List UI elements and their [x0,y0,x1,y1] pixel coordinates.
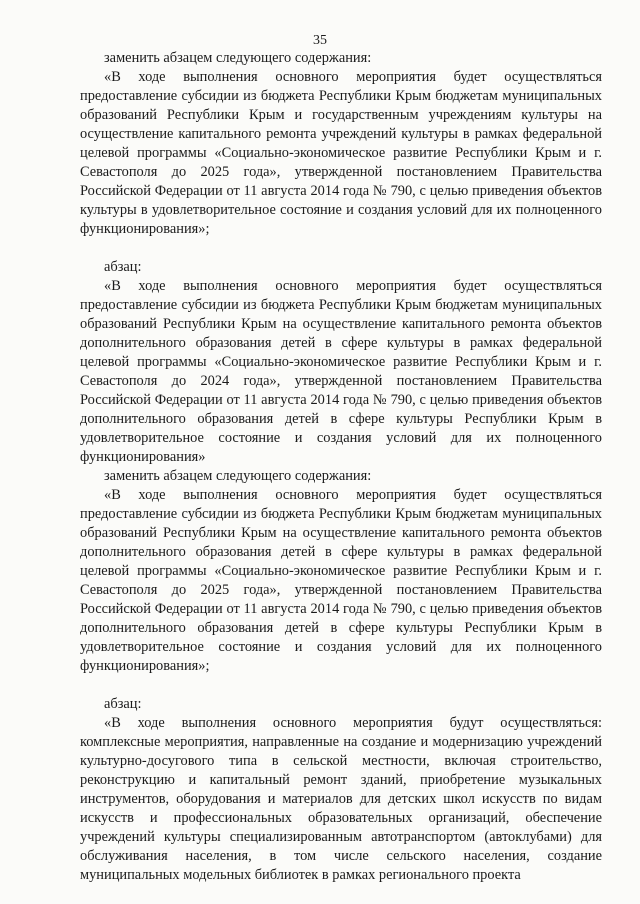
quoted-paragraph-old-education-repair: «В ходе выполнения основного мероприятия будет осуществляться предоставление субсидии из бюджета Республики Крым бюджетам муниципальных образований Республики Крым на осуществление капитального ремонта объектов дополнительного образования детей в сфере культуры в рамках федеральной целевой программы «Социально-экономическое развитие Республики Крым и г. Севастополя до 2024 года», утвержденной постановлением Правительства Российской Федерации от 11 августа 2014 года № 790, с целью приведения объектов дополнительного образования детей в сфере культуры Республики Крым в удовлетворительное состояние и создания условий для их полноценного функционирования» [80,278,602,465]
blank-line [80,676,602,695]
document-body [80,49,602,885]
instruction-replace-paragraph: заменить абзацем следующего содержания: [104,50,372,66]
blank-line [80,239,602,258]
page-number: 35 [313,33,327,48]
quoted-paragraph-complex-measures: «В ходе выполнения основного мероприятия будут осуществляться: комплексные мероприятия, направленные на создание и модернизацию учреждений культурно-досугового типа в сельской местности, включая строительство, реконструкцию и капитальный ремонт зданий, приобретение музыкальных инструментов, оборудования и материалов для детских школ искусств по видам искусств и профессиональных образовательных организаций, обеспечение учреждений культуры специализированным автотранспортом (автоклубами) для обслуживания населения, в том числе сельского населения, создание муниципальных модельных библиотек в рамках регионального проекта [80,715,602,883]
quoted-paragraph-new-culture-repair: «В ходе выполнения основного мероприятия будет осуществляться предоставление субсидии из бюджета Республики Крым бюджетам муниципальных образований Республики Крым и государственным учреждениям культуры на осуществление капитального ремонта учреждений культуры в рамках федеральной целевой программы «Социально-экономическое развитие Республики Крым и г. Севастополя до 2025 года», утвержденной постановлением Правительства Российской Федерации от 11 августа 2014 года № 790, с целью приведения объектов культуры в удовлетворительное состояние и создания условий для их полноценного функционирования»; [80,69,602,237]
quoted-paragraph-new-education-repair: «В ходе выполнения основного мероприятия будет осуществляться предоставление субсидии из бюджета Республики Крым бюджетам муниципальных образований Республики Крым на осуществление капитального ремонта объектов дополнительного образования детей в сфере культуры в рамках федеральной целевой программы «Социально-экономическое развитие Республики Крым и г. Севастополя до 2025 года», утвержденной постановлением Правительства Российской Федерации от 11 августа 2014 года № 790, с целью приведения объектов дополнительного образования детей в сфере культуры Республики Крым в удовлетворительное состояние и создания условий для их полноценного функционирования»; [80,487,602,674]
instruction-paragraph-label: абзац: [104,696,142,712]
instruction-paragraph-label: абзац: [104,259,142,275]
instruction-replace-paragraph: заменить абзацем следующего содержания: [104,468,372,484]
